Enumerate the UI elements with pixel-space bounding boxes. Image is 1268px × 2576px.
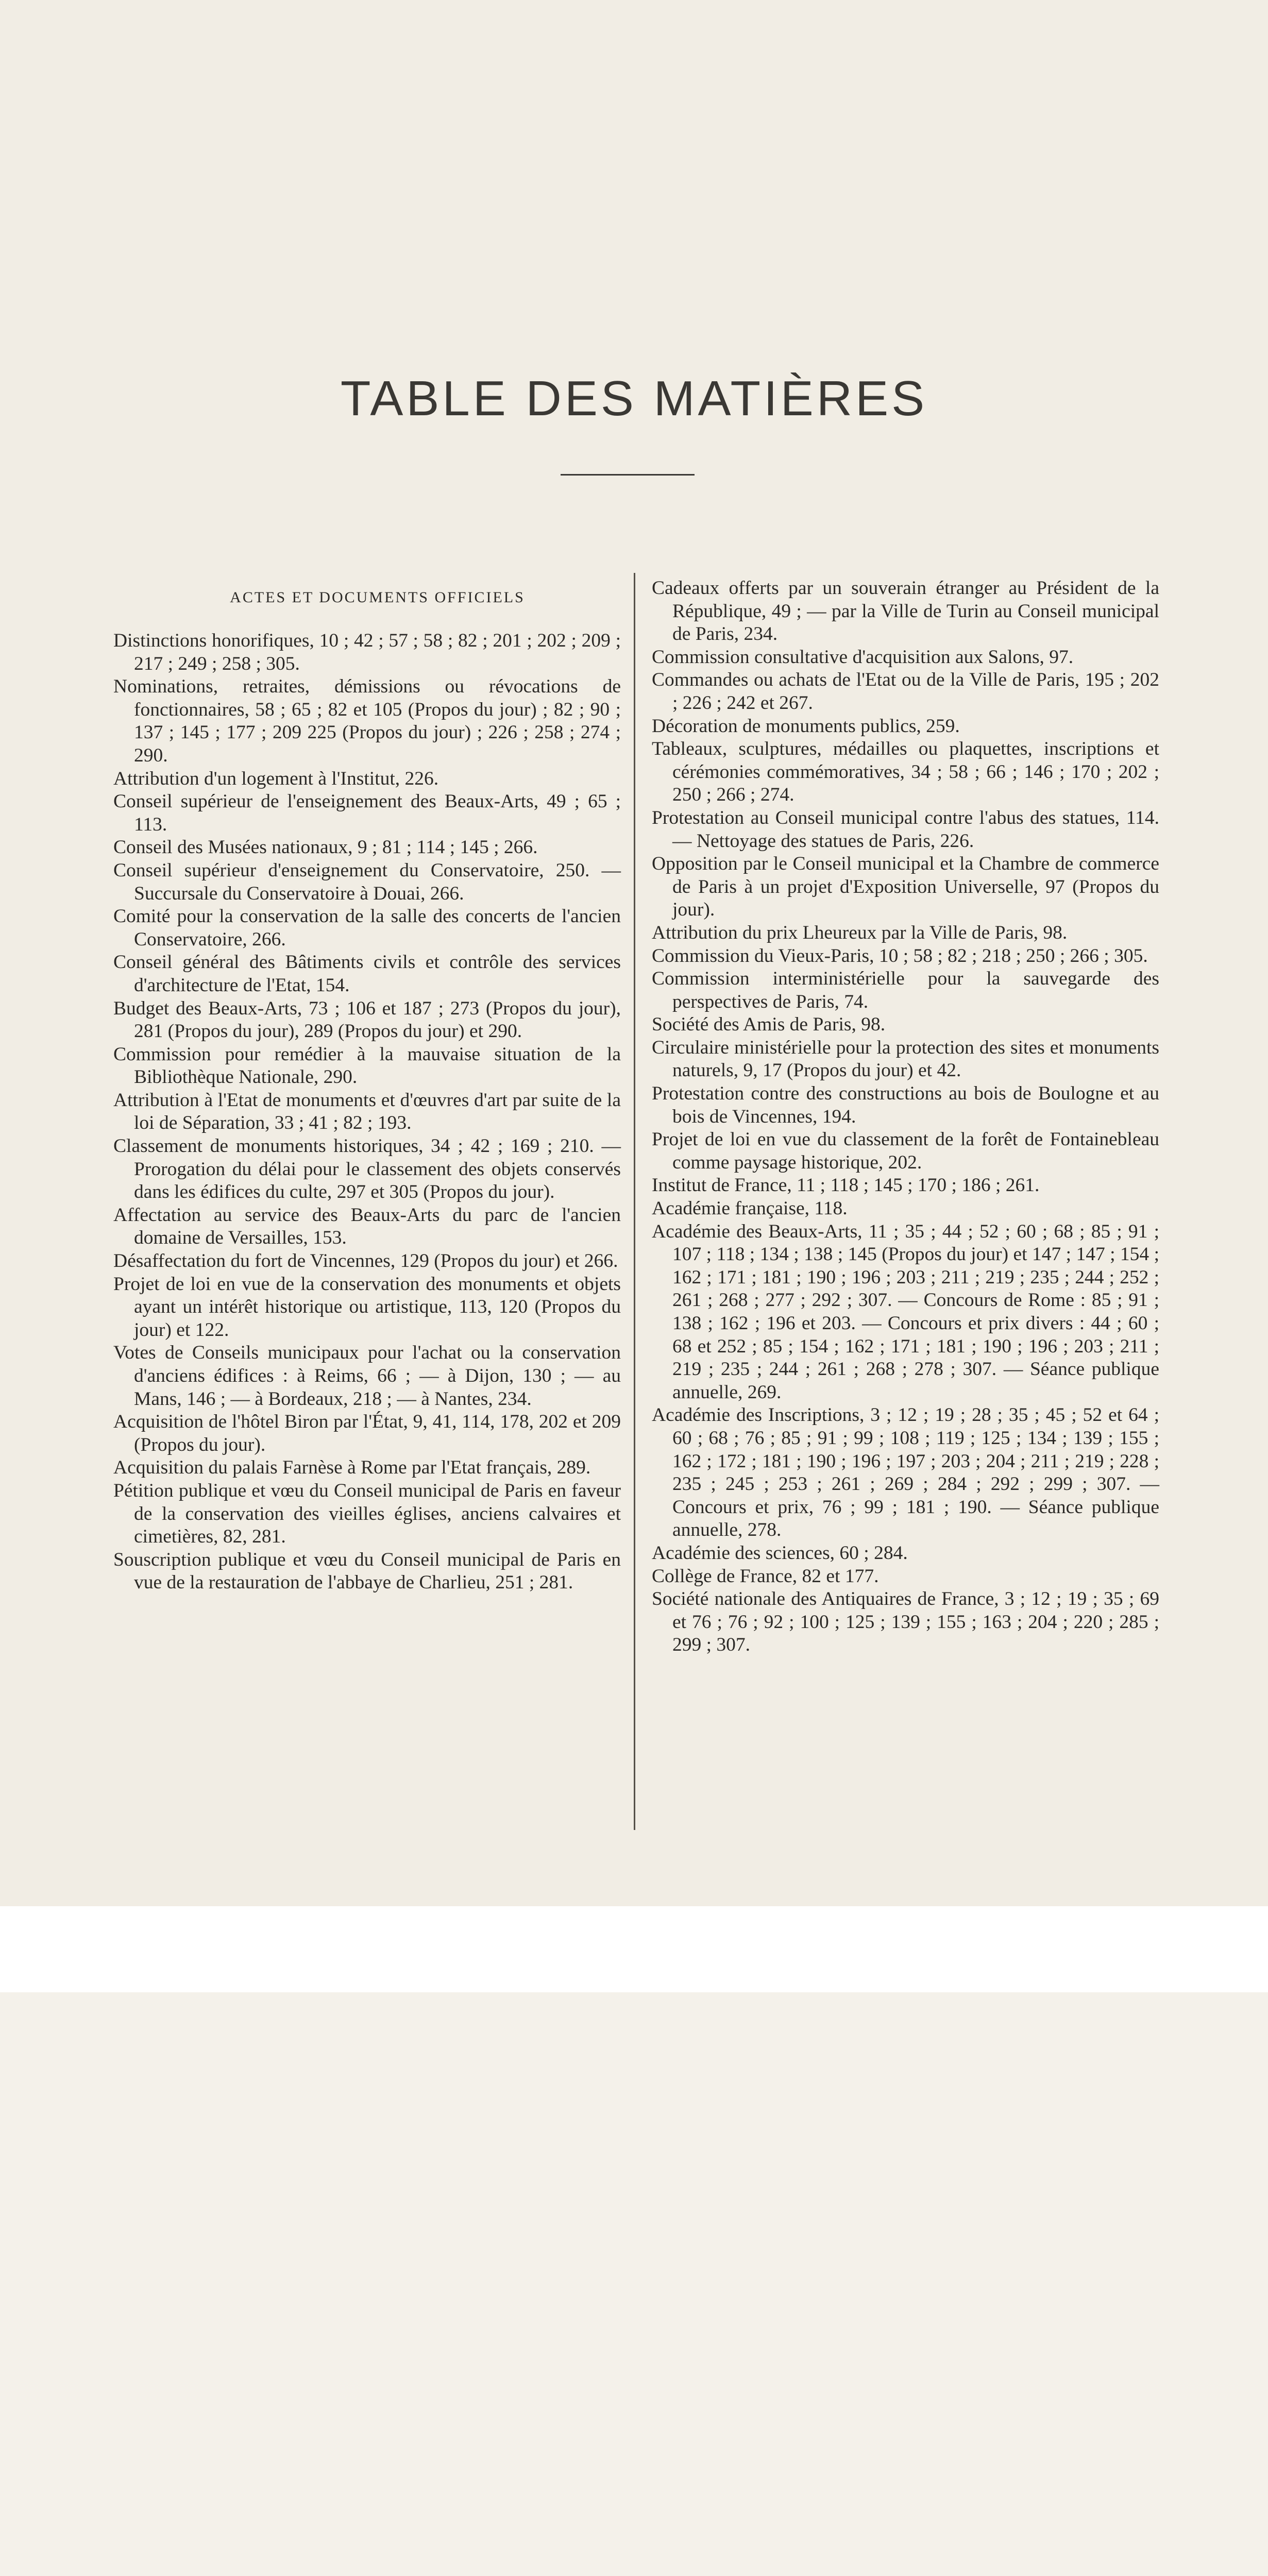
index-entry: Institut de France, 11 ; 118 ; 145 ; 170 ; 186 ; 261. <box>652 1175 1040 1196</box>
index-entry: Souscription publique et vœu du Conseil municipal de Paris en vue de la restauration de l'abbaye de Charlieu, 251 ; 281. <box>113 1549 621 1594</box>
index-entry: Classement de monuments historiques, 34 ; 42 ; 169 ; 210. — Prorogation du délai pour le classement des objets conservés dans les édifices du culte, 297 et 305 (Propos du jour). <box>113 1136 621 1203</box>
index-entry: Projet de loi en vue du classement de la forêt de Fontainebleau comme paysage historique, 202. <box>652 1129 1159 1173</box>
index-entry: Collège de France, 82 et 177. <box>652 1565 879 1587</box>
right-entry-list <box>652 577 1159 1657</box>
index-entry: Commission interministérielle pour la sauvegarde des perspectives de Paris, 74. <box>652 968 1159 1012</box>
index-entry: Attribution à l'Etat de monuments et d'œuvres d'art par suite de la loi de Séparation, 33 ; 41 ; 82 ; 193. <box>113 1089 621 1134</box>
index-entry: Protestation contre des constructions au bois de Boulogne et au bois de Vincennes, 194. <box>652 1083 1159 1127</box>
index-entry: Attribution d'un logement à l'Institut, 226. <box>113 768 439 789</box>
index-entry: Distinctions honorifiques, 10 ; 42 ; 57 ; 58 ; 82 ; 201 ; 202 ; 209 ; 217 ; 249 ; 258 ; 305. <box>113 630 621 674</box>
index-entry: Académie française, 118. <box>652 1198 848 1219</box>
index-entry: Décoration de monuments publics, 259. <box>652 715 960 737</box>
viewer-footer <box>0 1906 1268 1992</box>
index-entry: Conseil supérieur d'enseignement du Conservatoire, 250. — Succursale du Conservatoire à Douai, 266. <box>113 859 621 904</box>
index-entry: Commission pour remédier à la mauvaise situation de la Bibliothèque Nationale, 290. <box>113 1043 621 1088</box>
index-entry: Budget des Beaux-Arts, 73 ; 106 et 187 ; 273 (Propos du jour), 281 (Propos du jour), 289 (Propos du jour) et 290. <box>113 997 621 1042</box>
column-divider <box>634 573 635 1830</box>
index-entry: Académie des Beaux-Arts, 11 ; 35 ; 44 ; 52 ; 60 ; 68 ; 85 ; 91 ; 107 ; 118 ; 134 ; 138 ; 145 (Propos du jour) et 147 ; 147 ; 154 ; 162 ; 171 ; 181 ; 190 ; 196 ; 203 ; 211 ; 219 ; 235 ; 244 ; 252 ; 261 ; 268 ; 277 ; 292 ; 307. — Concours de Rome : 85 ; 91 ; 138 ; 162 ; 196 et 203. — Concours et prix divers : 44 ; 60 ; 68 et 252 ; 85 ; 154 ; 162 ; 171 ; 181 ; 190 ; 196 ; 203 ; 211 ; 219 ; 235 ; 244 ; 261 ; 268 ; 278 ; 307. — Séance publique annuelle, 269. <box>652 1221 1159 1403</box>
index-entry: Désaffectation du fort de Vincennes, 129 (Propos du jour) et 266. <box>113 1250 618 1272</box>
index-entry: Acquisition du palais Farnèse à Rome par l'Etat français, 289. <box>113 1457 591 1479</box>
index-entry: Tableaux, sculptures, médailles ou plaquettes, inscriptions et cérémonies commémoratives, 34 ; 58 ; 66 ; 146 ; 170 ; 202 ; 250 ; 266 ; 274. <box>652 738 1159 806</box>
index-entry: Académie des Inscriptions, 3 ; 12 ; 19 ; 28 ; 35 ; 45 ; 52 et 64 ; 60 ; 68 ; 76 ; 85 ; 91 ; 99 ; 108 ; 119 ; 125 ; 134 ; 139 ; 155 ; 162 ; 172 ; 181 ; 190 ; 196 ; 197 ; 203 ; 204 ; 211 ; 219 ; 228 ; 235 ; 245 ; 253 ; 261 ; 269 ; 284 ; 292 ; 299 ; 307. — Concours et prix, 76 ; 99 ; 181 ; 190. — Séance publique annuelle, 278. <box>652 1404 1159 1541</box>
index-entry: Comité pour la conservation de la salle des concerts de l'ancien Conservatoire, 266. <box>113 906 621 950</box>
index-entry: Nominations, retraites, démissions ou révocations de fonctionnaires, 58 ; 65 ; 82 et 105 (Propos du jour) ; 82 ; 90 ; 137 ; 145 ; 177 ; 209 225 (Propos du jour) ; 226 ; 258 ; 274 ; 290. <box>113 676 621 766</box>
index-entry: Opposition par le Conseil municipal et la Chambre de commerce de Paris à un projet d'Exposition Universelle, 97 (Propos du jour). <box>652 853 1159 921</box>
index-entry: Attribution du prix Lheureux par la Ville de Paris, 98. <box>652 922 1068 943</box>
index-entry: Affectation au service des Beaux-Arts du parc de l'ancien domaine de Versailles, 153. <box>113 1204 621 1249</box>
index-entry: Projet de loi en vue de la conservation des monuments et objets ayant un intérêt historique ou artistique, 113, 120 (Propos du jour) et 122. <box>113 1273 621 1341</box>
index-entry: Circulaire ministérielle pour la protection des sites et monuments naturels, 9, 17 (Propos du jour) et 42. <box>652 1037 1159 1081</box>
index-entry: Société nationale des Antiquaires de France, 3 ; 12 ; 19 ; 35 ; 69 et 76 ; 76 ; 92 ; 100 ; 125 ; 139 ; 155 ; 163 ; 204 ; 220 ; 285 ; 299 ; 307. <box>652 1588 1159 1656</box>
index-entry: Commission du Vieux-Paris, 10 ; 58 ; 82 ; 218 ; 250 ; 266 ; 305. <box>652 945 1148 967</box>
index-entry: Protestation au Conseil municipal contre l'abus des statues, 114. — Nettoyage des statues de Paris, 226. <box>652 807 1159 852</box>
left-column <box>113 577 621 1595</box>
index-entry: Acquisition de l'hôtel Biron par l'État, 9, 41, 114, 178, 202 et 209 (Propos du jour). <box>113 1411 621 1455</box>
index-entry: Commission consultative d'acquisition aux Salons, 97. <box>652 646 1074 668</box>
index-entry: Pétition publique et vœu du Conseil municipal de Paris en faveur de la conservation des vieilles églises, anciens calvaires et cimetières, 82, 281. <box>113 1480 621 1548</box>
index-entry: Commandes ou achats de l'Etat ou de la Ville de Paris, 195 ; 202 ; 226 ; 242 et 267. <box>652 669 1159 714</box>
page-title: TABLE DES MATIÈRES <box>340 371 928 427</box>
section-heading: ACTES ET DOCUMENTS OFFICIELS <box>230 589 525 606</box>
index-entry: Conseil supérieur de l'enseignement des Beaux-Arts, 49 ; 65 ; 113. <box>113 791 621 835</box>
title-rule <box>561 474 695 476</box>
left-entry-list <box>113 630 621 1595</box>
index-entry: Votes de Conseils municipaux pour l'achat ou la conservation d'anciens édifices : à Reims, 66 ; — à Dijon, 130 ; — au Mans, 146 ; — à Bordeaux, 218 ; — à Nantes, 234. <box>113 1342 621 1410</box>
index-entry: Académie des sciences, 60 ; 284. <box>652 1542 908 1564</box>
index-entry: Conseil général des Bâtiments civils et contrôle des services d'architecture de l'Etat, 154. <box>113 952 621 996</box>
index-entry: Cadeaux offerts par un souverain étranger au Président de la République, 49 ; — par la Ville de Turin au Conseil municipal de Paris, 234. <box>652 578 1159 645</box>
index-entry: Conseil des Musées nationaux, 9 ; 81 ; 114 ; 145 ; 266. <box>113 837 538 858</box>
index-entry: Société des Amis de Paris, 98. <box>652 1014 886 1036</box>
right-column <box>652 577 1159 1657</box>
